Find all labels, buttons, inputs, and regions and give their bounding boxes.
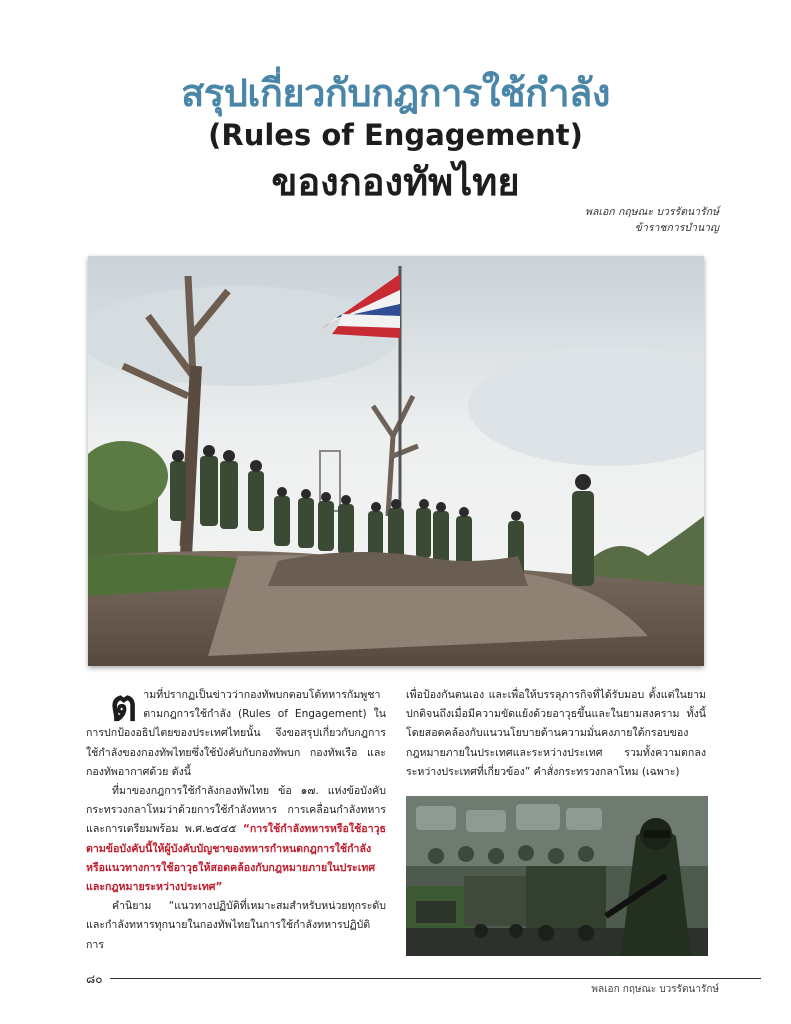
article-title-line2: (Rules of Engagement) <box>208 118 583 152</box>
byline-position: ข้าราชการบำนาญ <box>634 222 719 234</box>
article-paragraph-1: ตามที่ปรากฏเป็นข่าวว่ากองทัพบกตอบโต้ทหารกัมพูชาตามกฎการใช้กำลัง (Rules of Engagement) ในการปกป้องอธิปไตยของประเทศไทยนั้น จึงขอสรุปเกี่ยวกับกฎการใช้กำลังของกองทัพไทยซึ่งใช้บังคับกับกองทัพบก กองทัพเรือ และกองทัพอากาศด้วย ดังนี้ <box>86 681 386 778</box>
drop-cap: ต <box>110 681 138 730</box>
article-paragraph-4: เพื่อป้องกันตนเอง และเพื่อให้บรรลุภารกิจที่ได้รับมอบ ตั้งแต่ในยามปกติจนถึงเมื่อมีความขัดแย้งด้วยอาวุธขึ้นและในยามสงคราม ทั้งนี้ โดยสอดคล้องกับแนวนโยบายด้านความมั่นคงภายใต้กรอบของกฎหมายภายในประเทศและระหว่างประเทศ รวมทั้งความตกลงระหว่างประเทศที่เกี่ยวข้อง” คำสั่งกระทรวงกลาโหม (เฉพาะ) <box>406 689 706 778</box>
article-title-line1: สรุปเกี่ยวกับกฎการใช้กำลัง <box>181 71 610 115</box>
article-column-left <box>86 681 386 955</box>
article-paragraph-2: ที่มาของกฎการใช้กำลังกองทัพไทย ข้อ ๑๗. แห่งข้อบังคับกระทรวงกลาโหมว่าด้วยการใช้กำลังทหาร การเคลื่อนกำลังทหาร และการเตรียมพร้อม พ.ศ.๒๕๔๕ “การใช้กำลังทหารหรือใช้อาวุธตามข้อบังคับนี้ให้ผู้บังคับบัญชาของทหารกำหนดกฎการใช้กำลังหรือแนวทางการใช้อาวุธให้สอดคล้องกับกฎหมายภายในประเทศและกฎหมายระหว่างประเทศ” <box>86 785 386 894</box>
main-photo-soldiers-flag <box>88 256 704 666</box>
byline-author: พลเอก กฤษณะ บวรรัตนารักษ์ <box>585 206 719 218</box>
page-number: ๘๐ <box>86 972 103 986</box>
footer-author: พลเอก กฤษณะ บวรรัตนารักษ์ <box>591 984 719 995</box>
footer-rule <box>110 978 761 979</box>
secondary-photo-military-vehicles <box>406 796 708 956</box>
byline <box>585 204 719 236</box>
article-column-right <box>406 686 706 782</box>
highlighted-quote: “การใช้กำลังทหารหรือใช้อาวุธตามข้อบังคับนี้ให้ผู้บังคับบัญชาของทหารกำหนดกฎการใช้กำลังหรือแนวทางการใช้อาวุธให้สอดคล้องกับกฎหมายภายในประเทศและกฎหมายระหว่างประเทศ” <box>86 823 386 894</box>
article-title-line3: ของกองทัพไทย <box>271 160 520 204</box>
article-paragraph-3: คำนิยาม “แนวทางปฏิบัติที่เหมาะสมสำหรับหน่วยทุกระดับและกำลังทหารทุกนายในกองทัพไทยในการใช้กำลังทหารปฏิบัติการ <box>86 900 386 951</box>
